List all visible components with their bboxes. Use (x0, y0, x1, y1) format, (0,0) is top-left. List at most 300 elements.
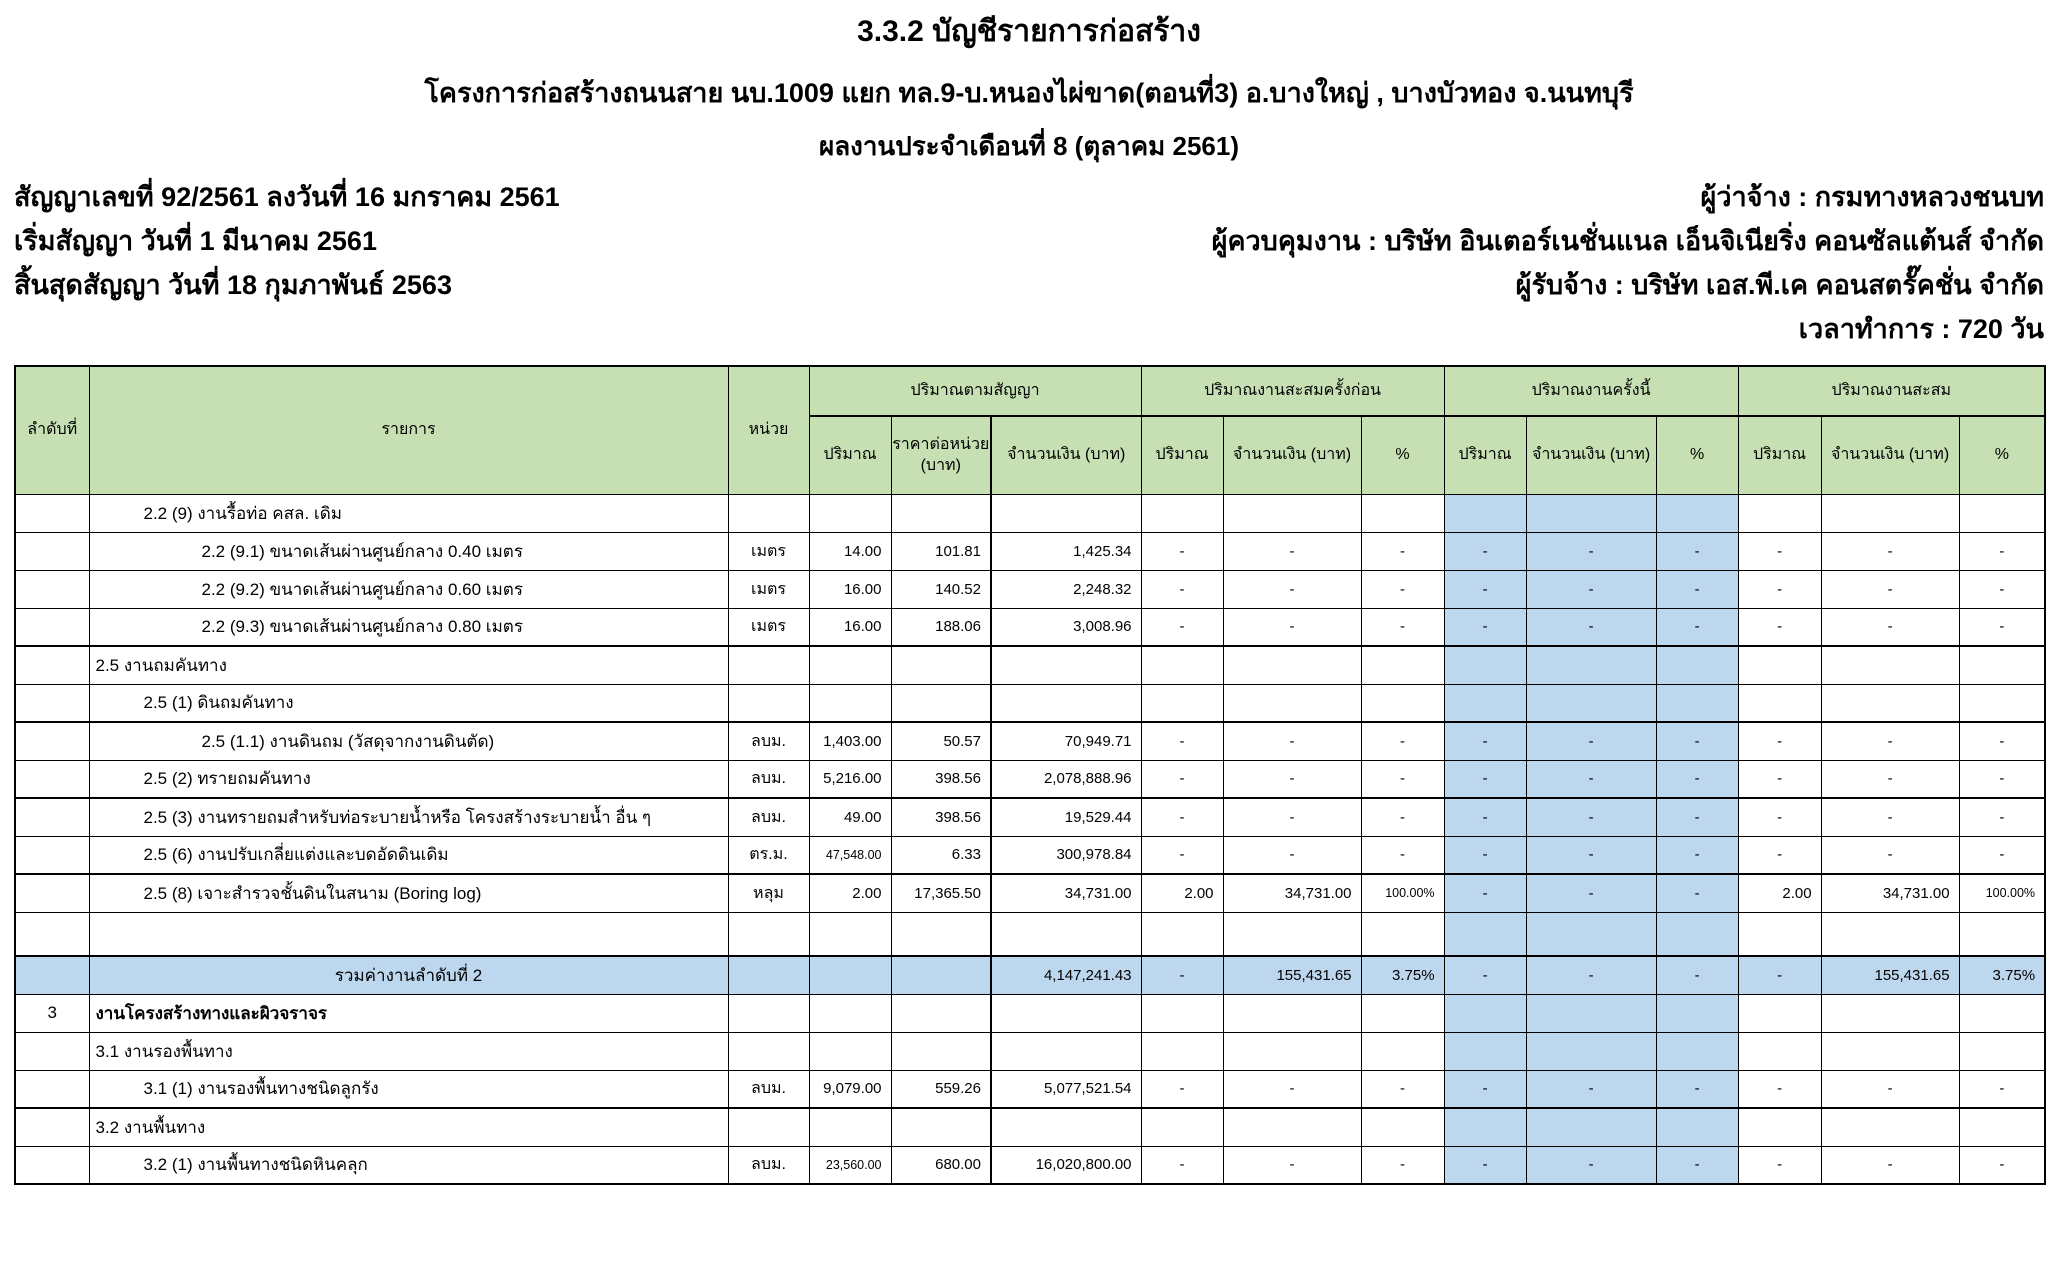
header-contract-qty: ปริมาณ (809, 416, 891, 494)
cell-this-qty (1444, 1032, 1526, 1070)
cell-this-pct: - (1656, 874, 1738, 912)
cell-contract-amount: 2,078,888.96 (991, 760, 1141, 798)
table-row-item (15, 836, 2045, 874)
cell-this-amount: - (1526, 722, 1656, 760)
header-prev-pct: % (1361, 416, 1444, 494)
cell-unit (728, 684, 809, 722)
contract-number-line: สัญญาเลขที่ 92/2561 ลงวันที่ 16 มกราคม 2561 (14, 182, 560, 212)
cell-prev-amount (1223, 494, 1361, 532)
table-row-item (15, 532, 2045, 570)
table-row-item (15, 570, 2045, 608)
cell-contract-unit-price (891, 956, 991, 994)
header-unit: หน่วย (728, 366, 809, 494)
cell-this-amount: - (1526, 570, 1656, 608)
cell-cum-qty (1738, 1032, 1821, 1070)
cell-contract-amount (991, 1032, 1141, 1070)
cell-cum-amount: - (1821, 570, 1959, 608)
cell-unit: หลุม (728, 874, 809, 912)
cell-this-qty: - (1444, 1146, 1526, 1184)
cell-cum-qty (1738, 684, 1821, 722)
cell-contract-unit-price: 559.26 (891, 1070, 991, 1108)
cell-contract-amount: 70,949.71 (991, 722, 1141, 760)
header-this-amount: จำนวนเงิน (บาท) (1526, 416, 1656, 494)
cell-this-qty (1444, 912, 1526, 956)
table-row-item (15, 760, 2045, 798)
cell-prev-qty (1141, 646, 1223, 684)
cell-contract-amount (991, 994, 1141, 1032)
cell-this-qty (1444, 994, 1526, 1032)
cell-no (15, 912, 89, 956)
cell-this-qty (1444, 1108, 1526, 1146)
cell-cum-qty: - (1738, 956, 1821, 994)
header-group-row (15, 366, 2045, 416)
cell-unit (728, 1108, 809, 1146)
header-group-contract: ปริมาณตามสัญญา (809, 366, 1141, 416)
cell-cum-qty: - (1738, 608, 1821, 646)
cell-contract-qty: 23,560.00 (809, 1146, 891, 1184)
cell-item (89, 912, 728, 956)
cell-prev-pct (1361, 684, 1444, 722)
cell-cum-qty (1738, 494, 1821, 532)
cell-this-pct: - (1656, 760, 1738, 798)
cell-this-qty (1444, 494, 1526, 532)
cell-cum-pct: - (1959, 722, 2045, 760)
cell-contract-qty: 16.00 (809, 570, 891, 608)
cell-no (15, 1108, 89, 1146)
table-row-item (15, 608, 2045, 646)
cell-no (15, 874, 89, 912)
cell-this-pct (1656, 494, 1738, 532)
cell-cum-pct: 100.00% (1959, 874, 2045, 912)
cell-this-amount: - (1526, 956, 1656, 994)
cell-prev-pct: - (1361, 608, 1444, 646)
cell-contract-unit-price: 6.33 (891, 836, 991, 874)
cell-this-qty: - (1444, 798, 1526, 836)
cell-this-amount (1526, 684, 1656, 722)
cell-this-pct: - (1656, 1146, 1738, 1184)
cell-this-pct (1656, 912, 1738, 956)
cell-no (15, 494, 89, 532)
cell-unit (728, 994, 809, 1032)
cell-item: 2.5 (1) ดินถมคันทาง (89, 684, 728, 722)
cell-this-amount (1526, 646, 1656, 684)
contract-info-left (14, 175, 560, 307)
cell-item: งานโครงสร้างทางและผิวจราจร (89, 994, 728, 1032)
table-row-item (15, 798, 2045, 836)
cell-item: 2.2 (9.3) ขนาดเส้นผ่านศูนย์กลาง 0.80 เมตร (89, 608, 728, 646)
table-row-section (15, 1108, 2045, 1146)
cell-cum-amount: 34,731.00 (1821, 874, 1959, 912)
cell-this-pct: - (1656, 956, 1738, 994)
cell-unit: ลบม. (728, 722, 809, 760)
cell-this-amount (1526, 912, 1656, 956)
table-row-group (15, 684, 2045, 722)
cell-item: 2.2 (9.1) ขนาดเส้นผ่านศูนย์กลาง 0.40 เมตร (89, 532, 728, 570)
cell-item: 2.2 (9) งานรื้อท่อ คสล. เดิม (89, 494, 728, 532)
cell-contract-unit-price: 50.57 (891, 722, 991, 760)
header-no: ลำดับที่ (15, 366, 89, 494)
contract-info-right (1212, 175, 2044, 351)
cell-this-qty: - (1444, 760, 1526, 798)
cell-prev-amount: 34,731.00 (1223, 874, 1361, 912)
supervisor-line: ผู้ควบคุมงาน : บริษัท อินเตอร์เนชั่นแนล เอ็นจิเนียริ่ง คอนซัลแต้นส์ จำกัด (1211, 226, 2044, 256)
table-row-section (15, 994, 2045, 1032)
cell-contract-qty (809, 1108, 891, 1146)
cell-prev-amount: - (1223, 760, 1361, 798)
cell-this-amount (1526, 994, 1656, 1032)
cell-prev-pct: - (1361, 1070, 1444, 1108)
cell-cum-amount: - (1821, 760, 1959, 798)
cell-unit (728, 494, 809, 532)
cell-cum-pct (1959, 494, 2045, 532)
contract-info (0, 175, 2058, 351)
cell-this-amount: - (1526, 798, 1656, 836)
cell-cum-amount (1821, 494, 1959, 532)
cell-this-pct (1656, 646, 1738, 684)
cell-contract-unit-price: 101.81 (891, 532, 991, 570)
header-this-qty: ปริมาณ (1444, 416, 1526, 494)
cell-cum-amount: - (1821, 532, 1959, 570)
cell-contract-qty: 14.00 (809, 532, 891, 570)
cell-prev-qty (1141, 684, 1223, 722)
cell-this-amount: - (1526, 1146, 1656, 1184)
cell-prev-qty (1141, 912, 1223, 956)
cell-cum-amount: - (1821, 1070, 1959, 1108)
cell-contract-qty (809, 994, 891, 1032)
cell-contract-unit-price: 680.00 (891, 1146, 991, 1184)
cell-contract-amount: 300,978.84 (991, 836, 1141, 874)
cell-prev-qty (1141, 994, 1223, 1032)
header-contract-amount: จำนวนเงิน (บาท) (991, 416, 1141, 494)
cell-unit (728, 646, 809, 684)
cell-unit: เมตร (728, 570, 809, 608)
cell-cum-amount (1821, 1032, 1959, 1070)
cell-this-amount (1526, 1032, 1656, 1070)
cell-contract-qty (809, 494, 891, 532)
cell-contract-amount (991, 494, 1141, 532)
cell-prev-amount: - (1223, 608, 1361, 646)
contract-end-line: สิ้นสุดสัญญา วันที่ 18 กุมภาพันธ์ 2563 (14, 270, 452, 300)
cell-cum-pct: - (1959, 532, 2045, 570)
cell-unit: ตร.ม. (728, 836, 809, 874)
cell-contract-qty: 49.00 (809, 798, 891, 836)
cell-prev-amount (1223, 684, 1361, 722)
cell-this-amount: - (1526, 760, 1656, 798)
cell-this-pct: - (1656, 1070, 1738, 1108)
cell-prev-pct (1361, 1032, 1444, 1070)
cell-contract-qty: 5,216.00 (809, 760, 891, 798)
cell-prev-qty (1141, 1108, 1223, 1146)
cell-unit: เมตร (728, 608, 809, 646)
cell-cum-amount (1821, 684, 1959, 722)
table-header (15, 366, 2045, 494)
cell-this-pct (1656, 994, 1738, 1032)
contract-start-line: เริ่มสัญญา วันที่ 1 มีนาคม 2561 (14, 226, 377, 256)
cell-no (15, 1070, 89, 1108)
cell-item: 3.1 (1) งานรองพื้นทางชนิดลูกรัง (89, 1070, 728, 1108)
cell-item: 2.5 (6) งานปรับเกลี่ยแต่งและบดอัดดินเดิม (89, 836, 728, 874)
cell-contract-qty (809, 684, 891, 722)
cell-this-qty: - (1444, 836, 1526, 874)
page-title: 3.3.2 บัญชีรายการก่อสร้าง (857, 15, 1201, 48)
table-row-item (15, 1070, 2045, 1108)
cell-this-amount (1526, 1108, 1656, 1146)
cell-item: 2.5 (1.1) งานดินถม (วัสดุจากงานดินตัด) (89, 722, 728, 760)
cell-prev-pct: - (1361, 1146, 1444, 1184)
cell-item: 3.2 (1) งานพื้นทางชนิดหินคลุก (89, 1146, 728, 1184)
cell-contract-unit-price (891, 494, 991, 532)
table-row-spacer (15, 912, 2045, 956)
cell-no (15, 836, 89, 874)
cell-this-qty: - (1444, 1070, 1526, 1108)
cell-unit: ลบม. (728, 798, 809, 836)
cell-this-amount: - (1526, 836, 1656, 874)
cell-this-pct (1656, 1108, 1738, 1146)
cell-this-amount: - (1526, 608, 1656, 646)
cell-prev-amount: - (1223, 1146, 1361, 1184)
cell-prev-qty: - (1141, 1146, 1223, 1184)
cell-prev-pct (1361, 994, 1444, 1032)
cell-contract-unit-price (891, 912, 991, 956)
cell-contract-qty: 16.00 (809, 608, 891, 646)
cell-cum-qty: - (1738, 722, 1821, 760)
cell-no (15, 760, 89, 798)
table-row-section (15, 646, 2045, 684)
cell-contract-unit-price: 188.06 (891, 608, 991, 646)
cell-prev-amount (1223, 1032, 1361, 1070)
cell-this-qty: - (1444, 874, 1526, 912)
cell-contract-amount: 2,248.32 (991, 570, 1141, 608)
cell-prev-amount: - (1223, 798, 1361, 836)
working-days-line: เวลาทำการ : 720 วัน (1798, 314, 2044, 344)
cell-cum-qty: - (1738, 532, 1821, 570)
cell-prev-amount: - (1223, 532, 1361, 570)
cell-cum-pct (1959, 1108, 2045, 1146)
cell-prev-pct: - (1361, 722, 1444, 760)
cell-contract-unit-price: 140.52 (891, 570, 991, 608)
cell-cum-qty: 2.00 (1738, 874, 1821, 912)
table-row-section (15, 1032, 2045, 1070)
cell-no (15, 570, 89, 608)
cell-prev-pct (1361, 912, 1444, 956)
cell-this-pct (1656, 1032, 1738, 1070)
cell-this-pct: - (1656, 570, 1738, 608)
cell-prev-qty (1141, 1032, 1223, 1070)
construction-items-table (14, 365, 2046, 1185)
table-body (15, 494, 2045, 1184)
cell-cum-amount: - (1821, 836, 1959, 874)
cell-this-qty: - (1444, 722, 1526, 760)
cell-this-amount: - (1526, 1070, 1656, 1108)
cell-no (15, 1032, 89, 1070)
cell-prev-qty (1141, 494, 1223, 532)
cell-this-pct: - (1656, 532, 1738, 570)
cell-unit (728, 912, 809, 956)
cell-cum-pct: - (1959, 1070, 2045, 1108)
cell-unit (728, 956, 809, 994)
cell-contract-unit-price (891, 1032, 991, 1070)
cell-this-pct: - (1656, 798, 1738, 836)
cell-contract-amount: 1,425.34 (991, 532, 1141, 570)
cell-this-qty (1444, 684, 1526, 722)
cell-item: 3.1 งานรองพื้นทาง (89, 1032, 728, 1070)
cell-prev-pct (1361, 494, 1444, 532)
cell-cum-amount: - (1821, 1146, 1959, 1184)
cell-unit (728, 1032, 809, 1070)
header-cum-pct: % (1959, 416, 2045, 494)
cell-no (15, 956, 89, 994)
cell-this-amount: - (1526, 532, 1656, 570)
cell-cum-pct: - (1959, 798, 2045, 836)
cell-contract-amount (991, 684, 1141, 722)
cell-contract-amount: 16,020,800.00 (991, 1146, 1141, 1184)
cell-cum-pct: - (1959, 570, 2045, 608)
cell-cum-qty: - (1738, 798, 1821, 836)
table-row-item (15, 874, 2045, 912)
cell-prev-amount: - (1223, 1070, 1361, 1108)
cell-cum-qty: - (1738, 570, 1821, 608)
cell-cum-amount: - (1821, 722, 1959, 760)
cell-this-qty: - (1444, 570, 1526, 608)
cell-contract-qty: 1,403.00 (809, 722, 891, 760)
cell-this-pct: - (1656, 836, 1738, 874)
cell-cum-qty: - (1738, 836, 1821, 874)
cell-prev-amount (1223, 912, 1361, 956)
table-row-summary (15, 956, 2045, 994)
cell-contract-unit-price (891, 646, 991, 684)
cell-cum-pct: 3.75% (1959, 956, 2045, 994)
cell-no (15, 532, 89, 570)
cell-this-amount (1526, 494, 1656, 532)
cell-cum-pct: - (1959, 760, 2045, 798)
cell-item: รวมค่างานลำดับที่ 2 (89, 956, 728, 994)
cell-prev-pct: - (1361, 532, 1444, 570)
cell-cum-pct: - (1959, 836, 2045, 874)
cell-prev-pct: - (1361, 760, 1444, 798)
cell-prev-qty: - (1141, 1070, 1223, 1108)
cell-cum-qty: - (1738, 1146, 1821, 1184)
header-group-previous: ปริมาณงานสะสมครั้งก่อน (1141, 366, 1444, 416)
cell-prev-pct: - (1361, 798, 1444, 836)
cell-contract-qty (809, 956, 891, 994)
cell-this-qty: - (1444, 608, 1526, 646)
header-item: รายการ (89, 366, 728, 494)
cell-contract-amount (991, 1108, 1141, 1146)
report-header (0, 0, 2058, 351)
cell-cum-pct (1959, 912, 2045, 956)
cell-contract-unit-price: 17,365.50 (891, 874, 991, 912)
cell-contract-unit-price (891, 684, 991, 722)
cell-prev-pct: - (1361, 836, 1444, 874)
cell-contract-unit-price (891, 994, 991, 1032)
cell-prev-amount: 155,431.65 (1223, 956, 1361, 994)
cell-item: 2.5 (8) เจาะสำรวจชั้นดินในสนาม (Boring log) (89, 874, 728, 912)
cell-prev-qty: - (1141, 956, 1223, 994)
cell-prev-qty: - (1141, 722, 1223, 760)
cell-contract-qty (809, 646, 891, 684)
cell-no (15, 1146, 89, 1184)
cell-this-qty (1444, 646, 1526, 684)
cell-prev-amount (1223, 1108, 1361, 1146)
cell-prev-qty: - (1141, 532, 1223, 570)
employer-line: ผู้ว่าจ้าง : กรมทางหลวงชนบท (1700, 182, 2044, 212)
table-row-item (15, 1146, 2045, 1184)
cell-cum-pct (1959, 1032, 2045, 1070)
header-group-cumulative: ปริมาณงานสะสม (1738, 366, 2045, 416)
header-group-current: ปริมาณงานครั้งนี้ (1444, 366, 1738, 416)
cell-prev-amount (1223, 646, 1361, 684)
header-cum-amount: จำนวนเงิน (บาท) (1821, 416, 1959, 494)
cell-prev-qty: - (1141, 570, 1223, 608)
cell-prev-amount: - (1223, 836, 1361, 874)
cell-contract-unit-price (891, 1108, 991, 1146)
cell-cum-pct (1959, 646, 2045, 684)
cell-item: 2.5 (2) ทรายถมคันทาง (89, 760, 728, 798)
cell-no: 3 (15, 994, 89, 1032)
cell-cum-pct: - (1959, 1146, 2045, 1184)
cell-prev-amount: - (1223, 570, 1361, 608)
header-prev-qty: ปริมาณ (1141, 416, 1223, 494)
table-row-group (15, 494, 2045, 532)
cell-contract-amount: 34,731.00 (991, 874, 1141, 912)
cell-cum-pct (1959, 684, 2045, 722)
cell-this-qty: - (1444, 532, 1526, 570)
cell-this-pct: - (1656, 608, 1738, 646)
cell-contract-amount: 19,529.44 (991, 798, 1141, 836)
cell-contract-unit-price: 398.56 (891, 798, 991, 836)
cell-contract-qty: 2.00 (809, 874, 891, 912)
cell-cum-amount: - (1821, 608, 1959, 646)
cell-no (15, 608, 89, 646)
cell-cum-amount (1821, 1108, 1959, 1146)
cell-prev-qty: - (1141, 798, 1223, 836)
cell-prev-qty: 2.00 (1141, 874, 1223, 912)
header-cum-qty: ปริมาณ (1738, 416, 1821, 494)
cell-cum-amount: 155,431.65 (1821, 956, 1959, 994)
cell-contract-qty (809, 912, 891, 956)
cell-prev-pct: - (1361, 570, 1444, 608)
cell-contract-amount: 3,008.96 (991, 608, 1141, 646)
header-this-pct: % (1656, 416, 1738, 494)
cell-unit: ลบม. (728, 760, 809, 798)
cell-contract-qty: 47,548.00 (809, 836, 891, 874)
cell-contract-unit-price: 398.56 (891, 760, 991, 798)
cell-cum-qty: - (1738, 1070, 1821, 1108)
cell-cum-qty: - (1738, 760, 1821, 798)
cell-cum-qty (1738, 646, 1821, 684)
cell-cum-qty (1738, 994, 1821, 1032)
cell-item: 3.2 งานพื้นทาง (89, 1108, 728, 1146)
cell-unit: ลบม. (728, 1070, 809, 1108)
cell-cum-amount (1821, 646, 1959, 684)
cell-no (15, 646, 89, 684)
cell-cum-amount (1821, 912, 1959, 956)
contractor-line: ผู้รับจ้าง : บริษัท เอส.พี.เค คอนสตรั๊คชั่น จำกัด (1515, 270, 2044, 300)
cell-no (15, 798, 89, 836)
cell-prev-pct (1361, 1108, 1444, 1146)
header-contract-price: ราคาต่อหน่วย (บาท) (891, 416, 991, 494)
cell-this-pct (1656, 684, 1738, 722)
cell-prev-amount: - (1223, 722, 1361, 760)
cell-this-qty: - (1444, 956, 1526, 994)
cell-cum-qty (1738, 912, 1821, 956)
cell-cum-pct (1959, 994, 2045, 1032)
cell-prev-amount (1223, 994, 1361, 1032)
cell-prev-qty: - (1141, 760, 1223, 798)
cell-prev-pct (1361, 646, 1444, 684)
cell-contract-amount: 5,077,521.54 (991, 1070, 1141, 1108)
cell-contract-qty (809, 1032, 891, 1070)
